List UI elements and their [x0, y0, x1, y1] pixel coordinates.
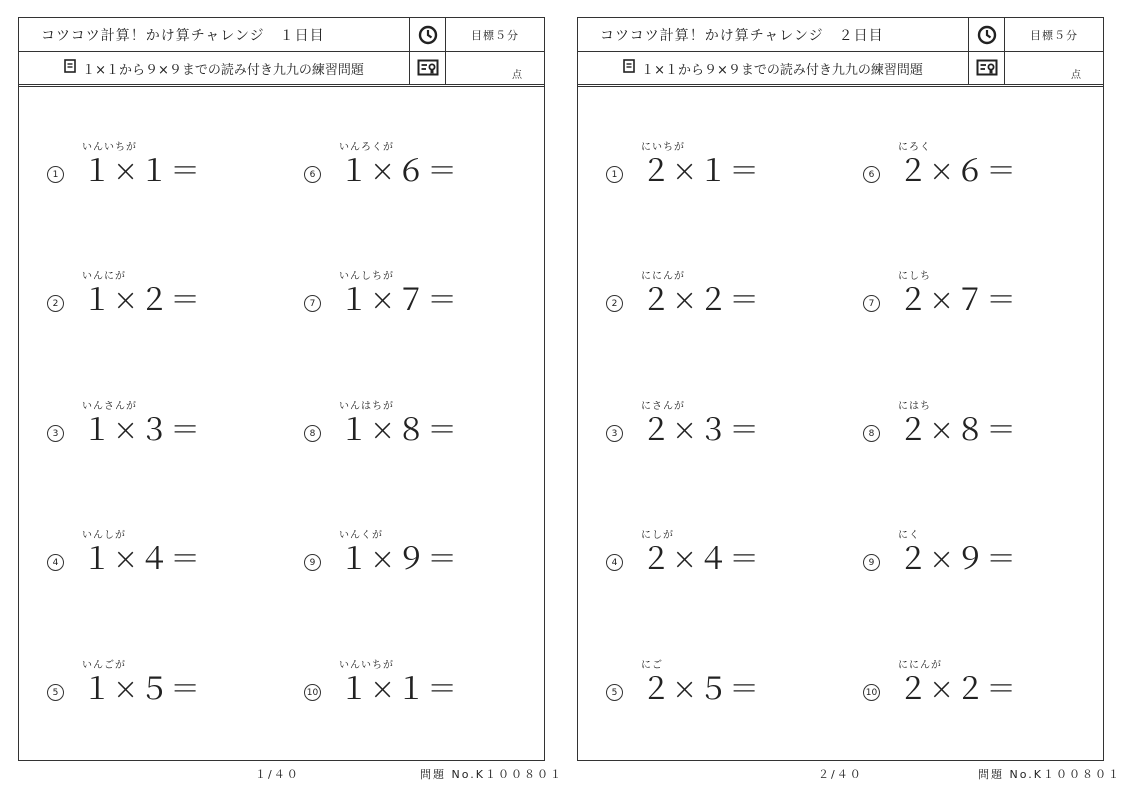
- worksheet-subtitle: [578, 52, 968, 84]
- problem-3: [606, 397, 826, 457]
- problem-number-badge: 4: [47, 554, 64, 571]
- problem-reading: いんいちが: [82, 142, 137, 153]
- problem-reading: ににんが: [898, 660, 942, 671]
- problem-expression: １×７＝: [339, 283, 459, 318]
- header-row: [578, 18, 1103, 52]
- problem-number-badge: 9: [863, 554, 880, 571]
- problem-reading: いんさんが: [82, 401, 137, 412]
- problem-number-badge: 1: [47, 166, 64, 183]
- score-field: 点: [512, 69, 522, 81]
- problem-expression: ２×９＝: [898, 542, 1018, 577]
- problem-expression: １×３＝: [82, 413, 202, 448]
- problem-3: [47, 397, 267, 457]
- problem-reading: ににんが: [641, 271, 685, 282]
- problem-9: [304, 526, 524, 586]
- subtitle-text: １×１から９×９までの読み付き九九の練習問題: [82, 62, 364, 78]
- problem-number-badge: 6: [863, 166, 880, 183]
- problem-expression: １×１＝: [82, 154, 202, 189]
- worksheet-day1: [18, 17, 545, 761]
- problem-8: [863, 397, 1083, 457]
- problem-reading: いんにが: [82, 271, 126, 282]
- problem-expression: １×９＝: [339, 542, 459, 577]
- subheader-row: [578, 52, 1103, 87]
- problem-8: [304, 397, 524, 457]
- problem-expression: ２×２＝: [898, 672, 1018, 707]
- problem-2: [47, 267, 267, 327]
- clock-icon: [409, 18, 446, 51]
- document-icon: [623, 59, 635, 77]
- goal-time: 目標５分: [471, 28, 519, 42]
- problem-9: [863, 526, 1083, 586]
- problem-reading: いんごが: [82, 660, 126, 671]
- problem-number-badge: 5: [606, 684, 623, 701]
- problem-reading: いんくが: [339, 530, 383, 541]
- problem-4: [606, 526, 826, 586]
- page-number: ２/４０: [818, 768, 863, 781]
- problem-expression: ２×６＝: [898, 154, 1018, 189]
- problem-number-badge: 8: [304, 425, 321, 442]
- goal-time: 目標５分: [1030, 28, 1078, 42]
- problem-number-badge: 4: [606, 554, 623, 571]
- problem-number-badge: 10: [863, 684, 880, 701]
- problem-7: [304, 267, 524, 327]
- problem-number-badge: 8: [863, 425, 880, 442]
- problem-expression: ２×４＝: [641, 542, 761, 577]
- score-field: 点: [1071, 69, 1081, 81]
- problem-number-badge: 5: [47, 684, 64, 701]
- problem-number-badge: 3: [606, 425, 623, 442]
- problem-10: [304, 656, 524, 716]
- problem-reading: にさんが: [641, 401, 685, 412]
- problem-reading: にはち: [898, 401, 931, 412]
- problem-6: [304, 138, 524, 198]
- problem-reading: にご: [641, 660, 663, 671]
- problem-number: 問題 No.K１００８０１: [978, 768, 1121, 781]
- problem-number-badge: 2: [606, 295, 623, 312]
- worksheet-title: コツコツ計算！かけ算チャレンジ １日目: [41, 27, 325, 44]
- problem-reading: にろく: [898, 142, 931, 153]
- problem-number-badge: 1: [606, 166, 623, 183]
- problem-reading: いんしが: [82, 530, 126, 541]
- problem-expression: １×８＝: [339, 413, 459, 448]
- problem-number-badge: 7: [863, 295, 880, 312]
- problem-number-badge: 3: [47, 425, 64, 442]
- problem-10: [863, 656, 1083, 716]
- problem-expression: １×２＝: [82, 283, 202, 318]
- problem-number-badge: 9: [304, 554, 321, 571]
- problem-7: [863, 267, 1083, 327]
- problem-6: [863, 138, 1083, 198]
- problem-expression: ２×７＝: [898, 283, 1018, 318]
- problem-expression: １×６＝: [339, 154, 459, 189]
- problem-expression: ２×３＝: [641, 413, 761, 448]
- worksheet-subtitle: [19, 52, 409, 84]
- subheader-row: [19, 52, 544, 87]
- problem-number-badge: 2: [47, 295, 64, 312]
- problem-reading: にいちが: [641, 142, 685, 153]
- problem-reading: いんいちが: [339, 660, 394, 671]
- header-row: [19, 18, 544, 52]
- document-icon: [64, 59, 76, 77]
- score-certificate-icon: [409, 52, 446, 84]
- worksheet-day2: [577, 17, 1104, 761]
- problem-1: [47, 138, 267, 198]
- problem-expression: １×４＝: [82, 542, 202, 577]
- score-certificate-icon: [968, 52, 1005, 84]
- problem-2: [606, 267, 826, 327]
- problem-4: [47, 526, 267, 586]
- problem-5: [47, 656, 267, 716]
- problem-reading: いんしちが: [339, 271, 394, 282]
- problem-reading: にしが: [641, 530, 674, 541]
- clock-icon: [968, 18, 1005, 51]
- problem-reading: にく: [898, 530, 920, 541]
- problem-expression: ２×８＝: [898, 413, 1018, 448]
- problem-expression: ２×５＝: [641, 672, 761, 707]
- problem-reading: にしち: [898, 271, 931, 282]
- problem-number: 問題 No.K１００８０１: [420, 768, 563, 781]
- problem-number-badge: 7: [304, 295, 321, 312]
- page-number: １/４０: [255, 768, 300, 781]
- problem-number-badge: 10: [304, 684, 321, 701]
- problem-expression: １×１＝: [339, 672, 459, 707]
- subtitle-text: １×１から９×９までの読み付き九九の練習問題: [641, 62, 923, 78]
- worksheet-title: コツコツ計算！かけ算チャレンジ ２日目: [600, 27, 884, 44]
- problem-expression: １×５＝: [82, 672, 202, 707]
- problem-1: [606, 138, 826, 198]
- problem-reading: いんろくが: [339, 142, 394, 153]
- problem-5: [606, 656, 826, 716]
- problem-expression: ２×１＝: [641, 154, 761, 189]
- problem-expression: ２×２＝: [641, 283, 761, 318]
- problem-number-badge: 6: [304, 166, 321, 183]
- problem-reading: いんはちが: [339, 401, 394, 412]
